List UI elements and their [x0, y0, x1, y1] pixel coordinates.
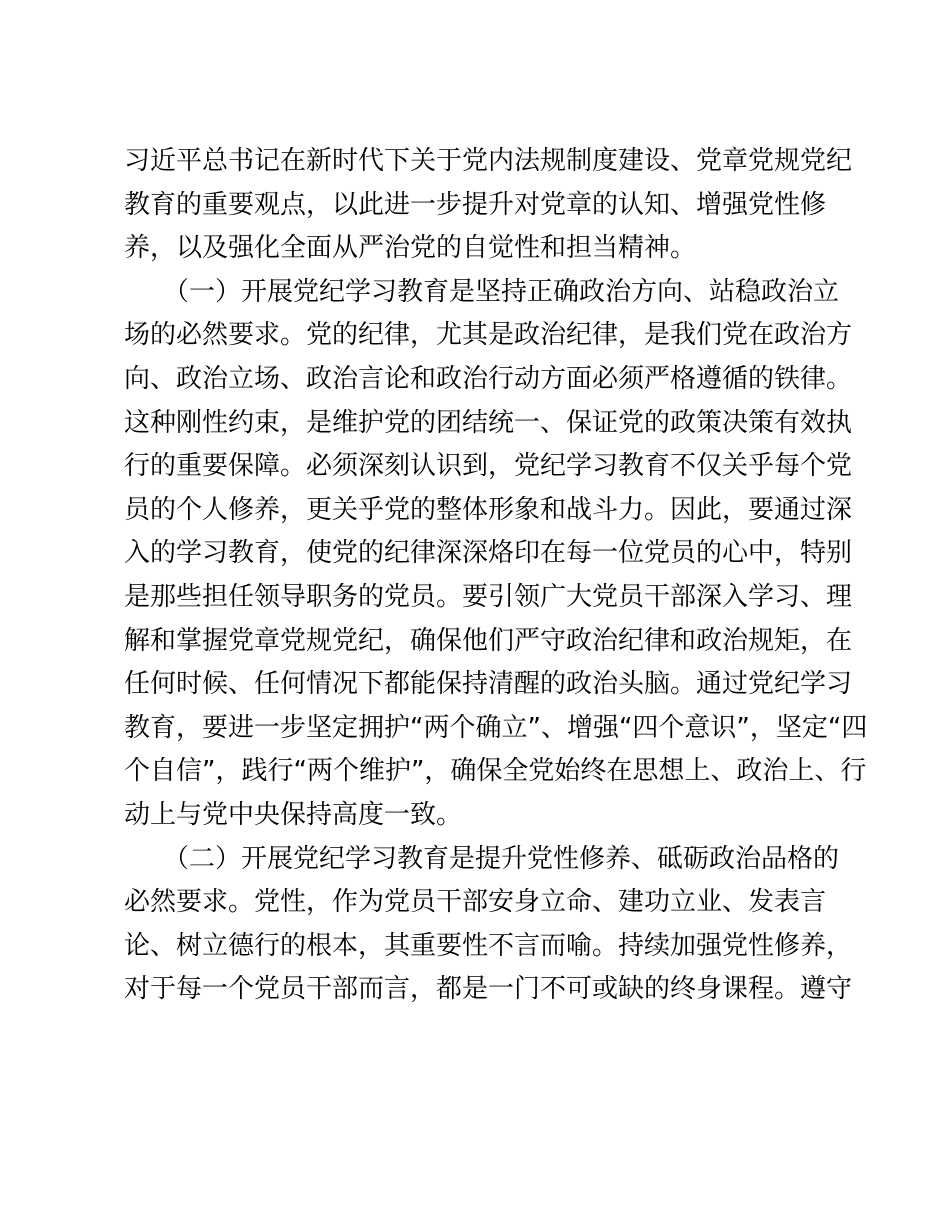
text-line: 教育，要进一步坚定拥护“两个确立”、增强“四个意识”，坚定“四	[124, 712, 868, 743]
text-line: 个自信”，践行“两个维护”，确保全党始终在思想上、政治上、行	[124, 756, 867, 787]
text-line: 教育的重要观点，以此进一步提升对党章的认知、增强党性修	[124, 189, 827, 220]
text-line: 是那些担任领导职务的党员。要引领广大党员干部深入学习、理	[124, 581, 853, 612]
text-line: 对于每一个党员干部而言，都是一门不可或缺的终身课程。遵守	[124, 974, 853, 1005]
text-line: 论、树立德行的根本，其重要性不言而喻。持续加强党性修养，	[124, 930, 853, 961]
text-line: 这种刚性约束，是维护党的团结统一、保证党的政策决策有效执	[124, 407, 853, 438]
text-line: （二）开展党纪学习教育是提升党性修养、砥砺政治品格的	[124, 843, 840, 874]
text-line: 养，以及强化全面从严治党的自觉性和担当精神。	[124, 233, 697, 264]
text-line: 向、政治立场、政治言论和政治行动方面必须严格遵循的铁律。	[124, 363, 853, 394]
text-line: 任何时候、任何情况下都能保持清醒的政治头脑。通过党纪学习	[124, 669, 853, 700]
text-line: 员的个人修养，更关乎党的整体形象和战斗力。因此，要通过深	[124, 494, 853, 525]
text-line: 解和掌握党章党规党纪，确保他们严守政治纪律和政治规矩，在	[124, 625, 853, 656]
text-line: 入的学习教育，使党的纪律深深烙印在每一位党员的心中，特别	[124, 538, 853, 569]
text-line: 动上与党中央保持高度一致。	[124, 799, 463, 830]
text-line: 必然要求。党性，作为党员干部安身立命、建功立业、发表言	[124, 887, 827, 918]
text-line: （一）开展党纪学习教育是坚持正确政治方向、站稳政治立	[124, 276, 840, 307]
text-line: 习近平总书记在新时代下关于党内法规制度建设、党章党规党纪	[124, 146, 853, 176]
text-line: 行的重要保障。必须深刻认识到，党纪学习教育不仅关乎每个党	[124, 451, 853, 482]
text-line: 场的必然要求。党的纪律，尤其是政治纪律，是我们党在政治方	[124, 320, 853, 351]
document-body	[124, 140, 868, 1012]
